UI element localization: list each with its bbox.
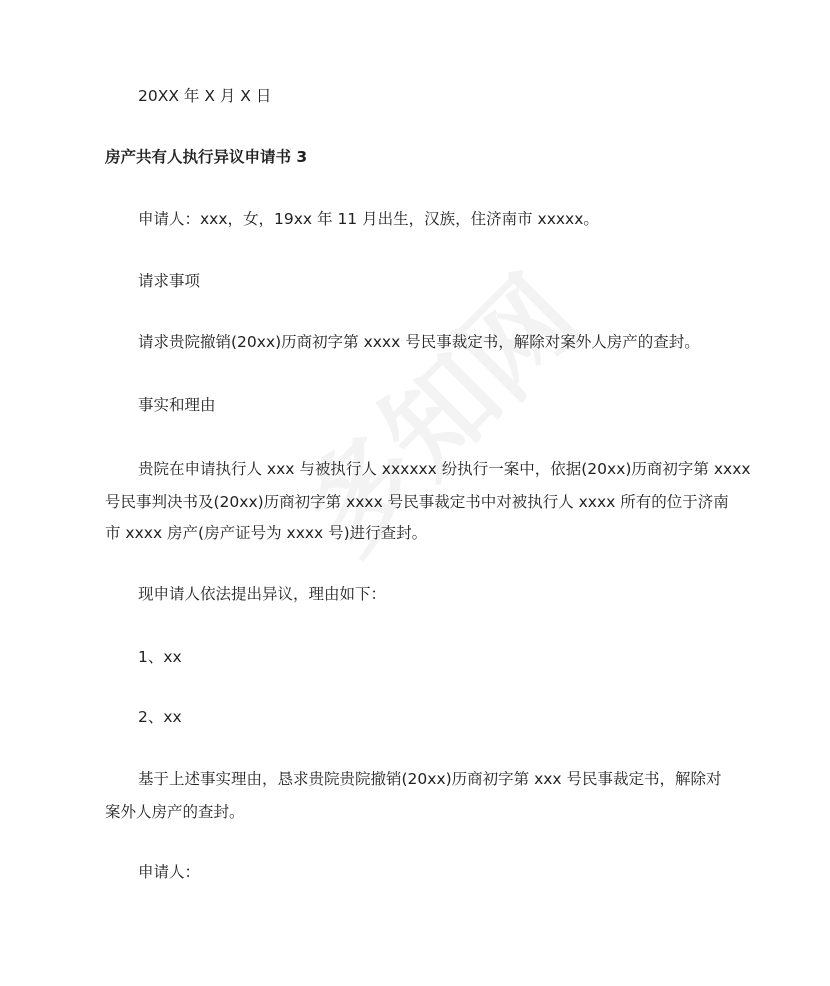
facts-heading: 事实和理由	[138, 396, 216, 414]
conclusion-line: 基于上述事实理由，恳求贵院贵院撤销(20xx)历商初字第 xxx 号民事裁定书，解除对	[138, 770, 722, 788]
signature-label: 申请人：	[138, 863, 201, 881]
reason-item: 2、xx	[138, 708, 182, 726]
objection-intro: 现申请人依法提出异议，理由如下：	[138, 585, 387, 603]
request-text: 请求贵院撤销(20xx)历商初字第 xxxx 号民事裁定书，解除对案外人房产的查封。	[138, 333, 700, 351]
reason-item: 1、xx	[138, 648, 182, 666]
conclusion-line: 案外人房产的查封。	[105, 803, 245, 821]
facts-line: 市 xxxx 房产(房产证号为 xxxx 号)进行查封。	[105, 524, 428, 542]
facts-line: 号民事判决书及(20xx)历商初字第 xxxx 号民事裁定书中对被执行人 xxxx 所有的位于济南	[105, 493, 729, 511]
date: 20XX 年 X 月 X 日	[138, 87, 272, 105]
request-heading: 请求事项	[138, 272, 201, 290]
facts-line: 贵院在申请执行人 xxx 与被执行人 xxxxxx 纷执行一案中，依据(20xx)历商初字第 xxxx	[138, 460, 751, 478]
applicant-info: 申请人：xxx，女，19xx 年 11 月出生，汉族，住济南市 xxxxx。	[138, 210, 599, 228]
document-title: 房产共有人执行异议申请书 3	[105, 148, 308, 166]
